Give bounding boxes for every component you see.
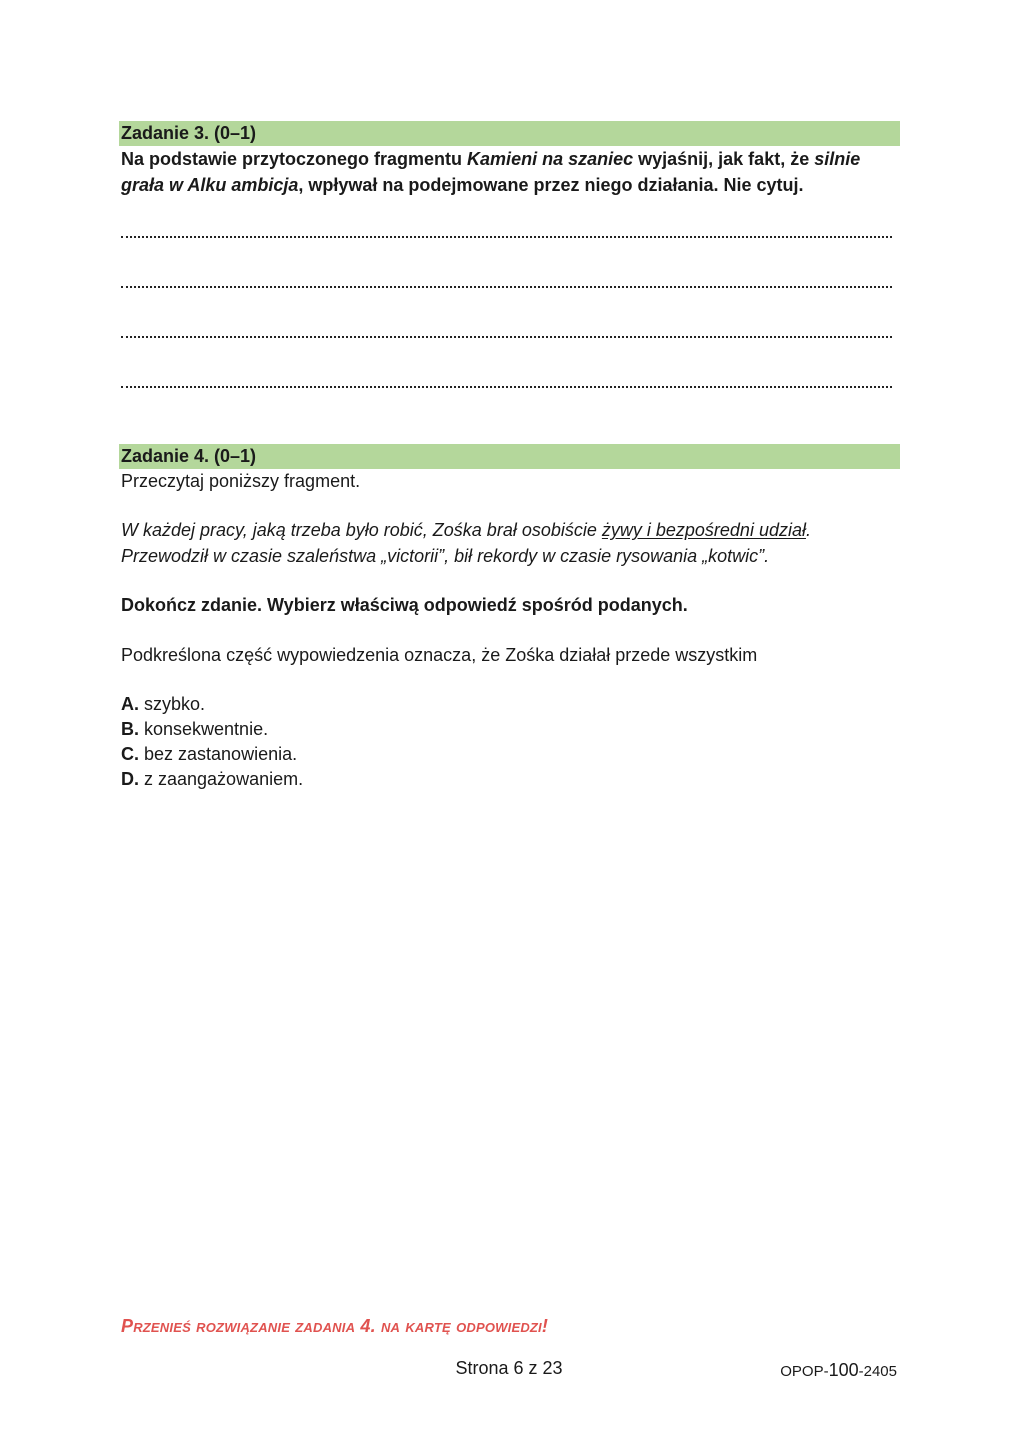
task-3-question-text: Na podstawie przytoczonego fragmentu bbox=[121, 149, 468, 169]
task-4-instruction: Dokończ zdanie. Wybierz właściwą odpowiedź spośród podanych. bbox=[121, 595, 688, 615]
exam-code-part: OPOP- bbox=[780, 1363, 829, 1380]
option-letter: D. bbox=[121, 769, 139, 789]
option-a[interactable] bbox=[121, 692, 303, 717]
fragment-text: Przewodził w czasie szaleństwa „victorii”, bił rekordy w czasie rysowania „kotwic”. bbox=[121, 546, 770, 566]
task-3-question-text: wyjaśnij, jak fakt, że bbox=[633, 149, 815, 169]
option-letter: A. bbox=[121, 694, 139, 714]
option-b[interactable] bbox=[121, 717, 303, 742]
exam-code bbox=[780, 1360, 897, 1381]
option-letter: C. bbox=[121, 744, 139, 764]
fragment-text: . bbox=[805, 520, 811, 540]
answer-line[interactable] bbox=[121, 236, 892, 238]
option-d[interactable] bbox=[121, 767, 303, 792]
task-3-question-text: , wpływał na podejmowane przez niego działania. Nie cytuj. bbox=[298, 175, 804, 195]
answer-line[interactable] bbox=[121, 386, 892, 388]
task-4-options bbox=[121, 692, 303, 792]
option-text: konsekwentnie. bbox=[139, 719, 269, 739]
option-text: z zaangażowaniem. bbox=[139, 769, 304, 789]
option-c[interactable] bbox=[121, 742, 303, 767]
answer-line[interactable] bbox=[121, 336, 892, 338]
task-4-header: Zadanie 4. (0–1) bbox=[119, 444, 900, 469]
task-3-question bbox=[121, 146, 901, 198]
task-3-quote: silnie grała w Alku ambicja bbox=[121, 149, 861, 195]
task-3-book-title: Kamieni na szaniec bbox=[467, 149, 634, 169]
task-4-fragment bbox=[121, 517, 901, 569]
option-letter: B. bbox=[121, 719, 139, 739]
exam-code-part: -2405 bbox=[858, 1363, 897, 1380]
exam-code-part: 100 bbox=[828, 1360, 859, 1380]
task-4-stem: Podkreślona część wypowiedzenia oznacza, że Zośka działał przede wszystkim bbox=[121, 645, 758, 665]
option-text: szybko. bbox=[139, 694, 206, 714]
page-number: Strona 6 z 23 bbox=[455, 1358, 563, 1378]
answer-line[interactable] bbox=[121, 286, 892, 288]
option-text: bez zastanowienia. bbox=[139, 744, 298, 764]
task-3-header: Zadanie 3. (0–1) bbox=[119, 121, 900, 146]
transfer-answer-note: Przenieś rozwiązanie zadania 4. na kartę odpowiedzi! bbox=[121, 1316, 549, 1336]
fragment-text: W każdej pracy, jaką trzeba było robić, Zośka brał osobiście bbox=[121, 520, 602, 540]
task-4-intro: Przeczytaj poniższy fragment. bbox=[121, 471, 361, 491]
fragment-underlined-text: żywy i bezpośredni udział bbox=[601, 520, 806, 540]
